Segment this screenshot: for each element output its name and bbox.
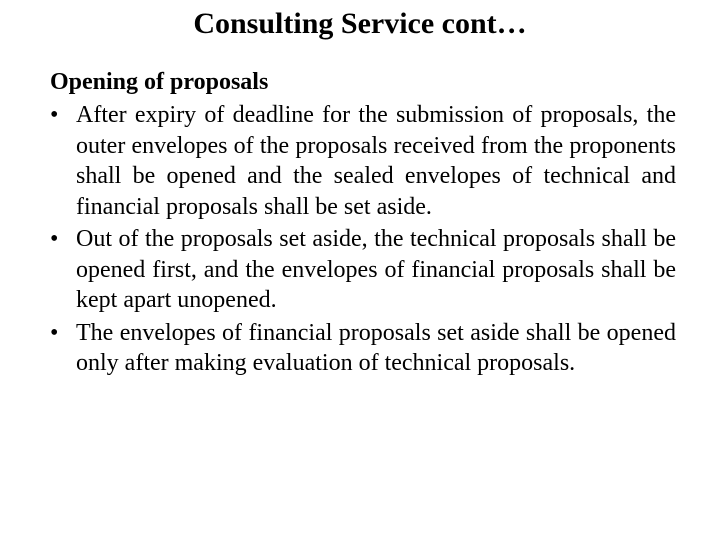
bullet-item-3 xyxy=(50,318,676,379)
bullet-item-1 xyxy=(50,100,676,222)
bullet-icon: • xyxy=(50,319,59,346)
bullet-text: The envelopes of financial proposals set aside shall be opened only after making evaluation of technical proposals. xyxy=(76,319,676,376)
slide-title: Consulting Service cont… xyxy=(193,7,527,40)
bullet-icon: • xyxy=(50,226,59,252)
slide-content xyxy=(50,64,676,381)
bullet-list xyxy=(50,100,676,379)
bullet-text: After expiry of deadline for the submission of proposals, the outer envelopes of the proposals received from the proponents shall be opened and the sealed envelopes of technical and financial proposals shall be set aside. xyxy=(76,102,676,220)
bullet-text: Out of the proposals set aside, the technical proposals shall be opened first, and the envelopes of financial proposals shall be kept apart unopened. xyxy=(76,226,676,313)
bullet-item-2 xyxy=(50,224,676,316)
section-heading: Opening of proposals xyxy=(50,69,269,95)
bullet-icon: • xyxy=(50,102,59,128)
